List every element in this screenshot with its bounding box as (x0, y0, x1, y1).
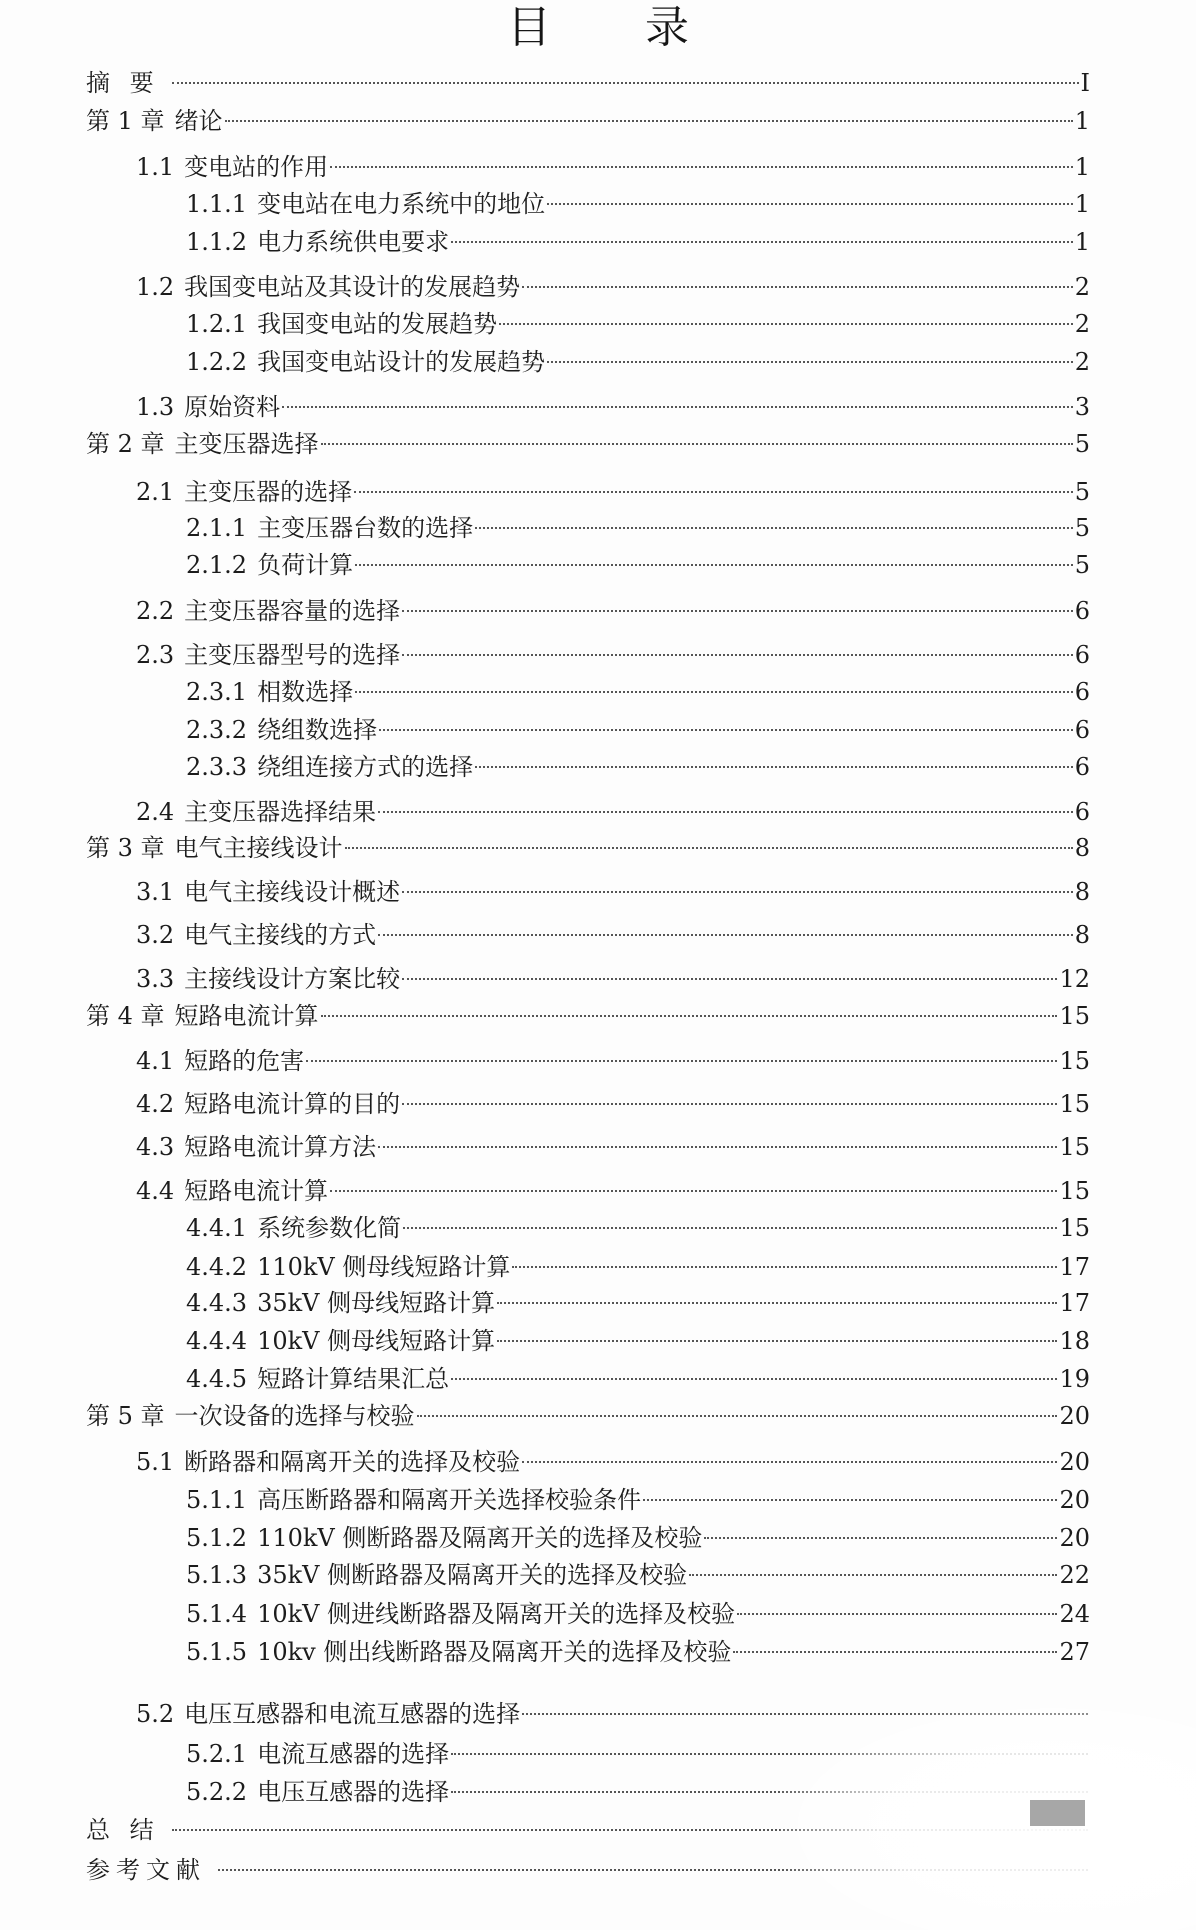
toc-entry-number: 4.2 (136, 1090, 175, 1118)
toc-entry[interactable] (86, 104, 1090, 138)
toc-leader-dots (330, 1190, 1057, 1192)
toc-entry-number: 3.1 (136, 878, 175, 906)
toc-entry[interactable] (136, 475, 1090, 509)
toc-page-number: 15 (1059, 1214, 1090, 1242)
toc-leader-dots (379, 729, 1073, 731)
toc-entry[interactable] (136, 962, 1090, 996)
toc-page-number: 17 (1059, 1253, 1090, 1281)
toc-entry-number: 2.1.1 (186, 514, 248, 542)
toc-entry-number: 1.1.1 (186, 190, 248, 218)
toc-leader-dots (345, 847, 1073, 849)
toc-page-number: 18 (1059, 1327, 1090, 1355)
toc-leader-dots (737, 1613, 1057, 1615)
toc-entry[interactable] (186, 511, 1090, 545)
toc-leader-dots (497, 1340, 1057, 1342)
toc-page-number: 8 (1074, 921, 1090, 949)
toc-page-number: 1 (1074, 153, 1090, 181)
toc-entry-title: 电气主接线的方式 (184, 921, 377, 949)
toc-entry[interactable] (136, 1087, 1090, 1121)
toc-entry-title: 相数选择 (257, 678, 354, 706)
toc-leader-dots (330, 166, 1073, 168)
toc-page-number: 5 (1074, 551, 1090, 579)
toc-page-number: 5 (1074, 514, 1090, 542)
toc-entry[interactable] (186, 1597, 1090, 1631)
toc-page-number: 1 (1074, 107, 1090, 135)
toc-leader-dots (547, 361, 1073, 363)
toc-entry-number: 5.2.1 (186, 1740, 248, 1768)
toc-entry-number: 第 4 章 (86, 1002, 165, 1030)
toc-entry-number: 1.2 (136, 273, 175, 301)
toc-entry[interactable] (136, 1130, 1090, 1164)
toc-entry-title: 断路器和隔离开关的选择及校验 (184, 1448, 521, 1476)
toc-entry[interactable] (186, 1558, 1090, 1592)
toc-leader-dots (402, 610, 1073, 612)
toc-entry-title: 绪论 (174, 107, 223, 135)
toc-entry-number: 2.3.2 (186, 716, 248, 744)
toc-entry[interactable] (136, 638, 1090, 672)
toc-entry-number: 5.1.4 (186, 1600, 248, 1628)
toc-entry-title: 主变压器的选择 (184, 478, 353, 506)
toc-entry-number: 4.4.2 (186, 1253, 248, 1281)
toc-entry-title: 电气主接线设计概述 (184, 878, 401, 906)
toc-entry-number: 5.2 (136, 1700, 175, 1728)
toc-entry-number: 1.2.2 (186, 348, 248, 376)
toc-entry-number: 2.1 (136, 478, 175, 506)
toc-entry-number: 3.3 (136, 965, 175, 993)
toc-page-number: 3 (1074, 393, 1090, 421)
toc-leader-dots (733, 1651, 1057, 1653)
toc-page-number: 2 (1074, 273, 1090, 301)
toc-entry[interactable] (186, 307, 1090, 341)
toc-entry-title: 主变压器选择 (174, 430, 319, 458)
toc-entry-number: 第 5 章 (86, 1402, 165, 1430)
toc-entry-title: 10kV 侧母线短路计算 (257, 1327, 496, 1355)
toc-entry-number: 4.4.1 (186, 1214, 248, 1242)
toc-entry-title: 原始资料 (184, 393, 281, 421)
toc-leader-dots (417, 1415, 1058, 1417)
toc-entry-number: 第 2 章 (86, 430, 165, 458)
toc-page-number: 6 (1074, 597, 1090, 625)
toc-entry-title: 主接线设计方案比较 (184, 965, 401, 993)
toc-leader-dots (547, 203, 1073, 205)
toc-entry-title: 35kV 侧断路器及隔离开关的选择及校验 (257, 1561, 688, 1589)
toc-leader-dots (225, 120, 1073, 122)
toc-leader-dots (402, 978, 1057, 980)
toc-entry[interactable] (136, 390, 1090, 424)
scan-smudge (1030, 1800, 1085, 1826)
toc-page-number: 17 (1059, 1289, 1090, 1317)
toc-entry-number: 5.2.2 (186, 1778, 248, 1806)
toc-leader-dots (306, 1060, 1057, 1062)
toc-entry-number: 1.2.1 (186, 310, 248, 338)
toc-entry-title: 负荷计算 (257, 551, 354, 579)
toc-entry-title: 一次设备的选择与校验 (174, 1402, 415, 1430)
toc-page-number: 19 (1059, 1365, 1090, 1393)
toc-page-number: 5 (1074, 478, 1090, 506)
toc-leader-dots (321, 1015, 1058, 1017)
toc-entry[interactable] (186, 1737, 1090, 1771)
toc-entry-title: 主变压器台数的选择 (257, 514, 474, 542)
toc-page-number: 15 (1059, 1177, 1090, 1205)
toc-entry[interactable] (186, 1211, 1090, 1245)
toc-leader-dots (355, 691, 1073, 693)
toc-entry-title: 110kV 侧母线短路计算 (257, 1253, 511, 1281)
toc-entry-number: 第 1 章 (86, 107, 165, 135)
toc-entry-number: 参考文献 (86, 1856, 206, 1884)
toc-leader-dots (497, 1302, 1057, 1304)
toc-leader-dots (522, 1461, 1057, 1463)
toc-entry-number: 4.1 (136, 1047, 175, 1075)
toc-entry-title: 短路电流计算的目的 (184, 1090, 401, 1118)
toc-entry[interactable] (136, 918, 1090, 952)
toc-entry[interactable] (186, 1362, 1090, 1396)
toc-entry-number: 5.1.3 (186, 1561, 248, 1589)
toc-page-number: 6 (1074, 641, 1090, 669)
toc-page-number: 15 (1059, 1002, 1090, 1030)
toc-page-number: I (1080, 69, 1090, 97)
toc-entry-number: 5.1.2 (186, 1524, 248, 1552)
toc-entry[interactable] (186, 187, 1090, 221)
toc-page-number: 6 (1074, 678, 1090, 706)
toc-entry[interactable] (186, 1324, 1090, 1358)
toc-page-number: 5 (1074, 430, 1090, 458)
toc-leader-dots (282, 406, 1073, 408)
toc-entry-title: 我国变电站的发展趋势 (257, 310, 498, 338)
toc-page-number: 12 (1059, 965, 1090, 993)
toc-leader-dots (499, 323, 1073, 325)
toc-leader-dots (451, 1378, 1057, 1380)
toc-entry[interactable] (186, 345, 1090, 379)
toc-entry-number: 5.1.1 (186, 1486, 248, 1514)
toc-leader-dots (451, 1753, 1088, 1755)
toc-entry[interactable] (136, 795, 1090, 829)
toc-entry-number: 1.3 (136, 393, 175, 421)
toc-page-number: 15 (1059, 1047, 1090, 1075)
toc-entry[interactable] (136, 875, 1090, 909)
toc-entry-title: 短路计算结果汇总 (257, 1365, 450, 1393)
toc-entry-number: 5.1.5 (186, 1638, 248, 1666)
page-title: 目 录 (507, 2, 729, 53)
toc-page-number: 20 (1059, 1486, 1090, 1514)
toc-entry[interactable] (136, 1697, 1090, 1731)
toc-entry[interactable] (186, 1521, 1090, 1555)
toc-entry-number: 1.1.2 (186, 228, 248, 256)
toc-leader-dots (451, 1791, 1088, 1793)
toc-entry-title: 电流互感器的选择 (257, 1740, 450, 1768)
toc-entry-title: 主变压器选择结果 (184, 798, 377, 826)
toc-entry-title: 主变压器容量的选择 (184, 597, 401, 625)
toc-entry[interactable] (86, 66, 1090, 100)
toc-page-number: 6 (1074, 753, 1090, 781)
toc-entry[interactable] (186, 1286, 1090, 1320)
toc-entry-title: 绕组连接方式的选择 (257, 753, 474, 781)
toc-leader-dots (512, 1266, 1057, 1268)
toc-entry-title: 短路电流计算 (174, 1002, 319, 1030)
toc-page-number: 6 (1074, 798, 1090, 826)
toc-entry-title: 110kV 侧断路器及隔离开关的选择及校验 (257, 1524, 703, 1552)
toc-entry-number: 总 结 (86, 1816, 160, 1844)
toc-entry-title: 10kv 侧出线断路器及隔离开关的选择及校验 (257, 1638, 732, 1666)
toc-page-number: 20 (1059, 1524, 1090, 1552)
toc-entry-title: 电压互感器的选择 (257, 1778, 450, 1806)
toc-leader-dots (172, 82, 1079, 84)
toc-leader-dots (355, 564, 1073, 566)
toc-entry-title: 变电站在电力系统中的地位 (257, 190, 546, 218)
toc-entry[interactable] (86, 999, 1090, 1033)
toc-entry[interactable] (186, 713, 1090, 747)
toc-entry-number: 2.4 (136, 798, 175, 826)
toc-leader-dots (218, 1869, 1088, 1871)
toc-leader-dots (402, 654, 1073, 656)
toc-entry-number: 2.3.1 (186, 678, 248, 706)
toc-entry-title: 系统参数化简 (257, 1214, 402, 1242)
toc-page-number: 15 (1059, 1133, 1090, 1161)
toc-entry-title: 短路电流计算 (184, 1177, 329, 1205)
toc-entry-number: 4.4 (136, 1177, 175, 1205)
toc-entry-number: 4.4.4 (186, 1327, 248, 1355)
toc-entry-number: 摘 要 (86, 69, 160, 97)
toc-entry[interactable] (186, 675, 1090, 709)
toc-leader-dots (689, 1574, 1057, 1576)
toc-leader-dots (643, 1499, 1057, 1501)
toc-leader-dots (403, 1227, 1057, 1229)
toc-entry-number: 3.2 (136, 921, 175, 949)
toc-entry-title: 高压断路器和隔离开关选择校验条件 (257, 1486, 642, 1514)
toc-leader-dots (475, 527, 1073, 529)
toc-page-number: 24 (1059, 1600, 1090, 1628)
toc-entry[interactable] (186, 548, 1090, 582)
toc-entry-title: 我国变电站设计的发展趋势 (257, 348, 546, 376)
toc-entry[interactable] (136, 270, 1090, 304)
toc-leader-dots (354, 491, 1073, 493)
toc-page-number: 8 (1074, 834, 1090, 862)
toc-page-number: 8 (1074, 878, 1090, 906)
toc-entry[interactable] (186, 1250, 1090, 1284)
toc-entry[interactable] (86, 1399, 1090, 1433)
toc-entry[interactable] (186, 1635, 1090, 1669)
toc-entry-title: 电力系统供电要求 (257, 228, 450, 256)
toc-entry-number: 1.1 (136, 153, 175, 181)
toc-entry[interactable] (186, 750, 1090, 784)
toc-page-number: 1 (1074, 228, 1090, 256)
toc-leader-dots (522, 286, 1073, 288)
toc-entry[interactable] (136, 1445, 1090, 1479)
toc-leader-dots (475, 766, 1073, 768)
toc-page-number: 6 (1074, 716, 1090, 744)
toc-page-number: 2 (1074, 310, 1090, 338)
toc-leader-dots (704, 1537, 1057, 1539)
toc-leader-dots (172, 1829, 1088, 1831)
toc-leader-dots (378, 1146, 1057, 1148)
toc-entry[interactable] (86, 1813, 1090, 1847)
toc-entry[interactable] (86, 1853, 1090, 1887)
toc-entry-title: 我国变电站及其设计的发展趋势 (184, 273, 521, 301)
toc-page-number: 22 (1059, 1561, 1090, 1589)
toc-entry-title: 10kV 侧进线断路器及隔离开关的选择及校验 (257, 1600, 736, 1628)
toc-entry-number: 2.1.2 (186, 551, 248, 579)
toc-entry-number: 2.3.3 (186, 753, 248, 781)
toc-leader-dots (451, 241, 1073, 243)
toc-entry-number: 5.1 (136, 1448, 175, 1476)
toc-entry-number: 4.4.5 (186, 1365, 248, 1393)
toc-entry-title: 主变压器型号的选择 (184, 641, 401, 669)
toc-entry-title: 35kV 侧母线短路计算 (257, 1289, 496, 1317)
toc-entry-number: 2.2 (136, 597, 175, 625)
toc-leader-dots (402, 1103, 1057, 1105)
toc-leader-dots (378, 811, 1073, 813)
toc-entry-number: 2.3 (136, 641, 175, 669)
toc-entry[interactable] (86, 831, 1090, 865)
toc-entry-number: 4.3 (136, 1133, 175, 1161)
toc-entry[interactable] (186, 1775, 1090, 1809)
toc-page-number: 2 (1074, 348, 1090, 376)
toc-page-number: 15 (1059, 1090, 1090, 1118)
toc-entry[interactable] (136, 1174, 1090, 1208)
toc-entry-title: 变电站的作用 (184, 153, 329, 181)
toc-page-number: 27 (1059, 1638, 1090, 1666)
toc-entry-title: 电气主接线设计 (174, 834, 343, 862)
toc-entry[interactable] (136, 150, 1090, 184)
toc-entry[interactable] (136, 594, 1090, 628)
toc-leader-dots (522, 1713, 1088, 1715)
toc-entry[interactable] (136, 1044, 1090, 1078)
toc-page-number: 1 (1074, 190, 1090, 218)
toc-leader-dots (378, 934, 1073, 936)
toc-entry-title: 短路电流计算方法 (184, 1133, 377, 1161)
toc-entry-title: 电压互感器和电流互感器的选择 (184, 1700, 521, 1728)
toc-entry-title: 短路的危害 (184, 1047, 305, 1075)
toc-page-number: 20 (1059, 1448, 1090, 1476)
toc-entry[interactable] (186, 225, 1090, 259)
toc-leader-dots (402, 891, 1073, 893)
toc-entry-number: 4.4.3 (186, 1289, 248, 1317)
toc-entry-title: 绕组数选择 (257, 716, 378, 744)
toc-leader-dots (321, 443, 1073, 445)
toc-entry[interactable] (86, 427, 1090, 461)
toc-entry[interactable] (186, 1483, 1090, 1517)
toc-entry-number: 第 3 章 (86, 834, 165, 862)
toc-page-number: 20 (1059, 1402, 1090, 1430)
